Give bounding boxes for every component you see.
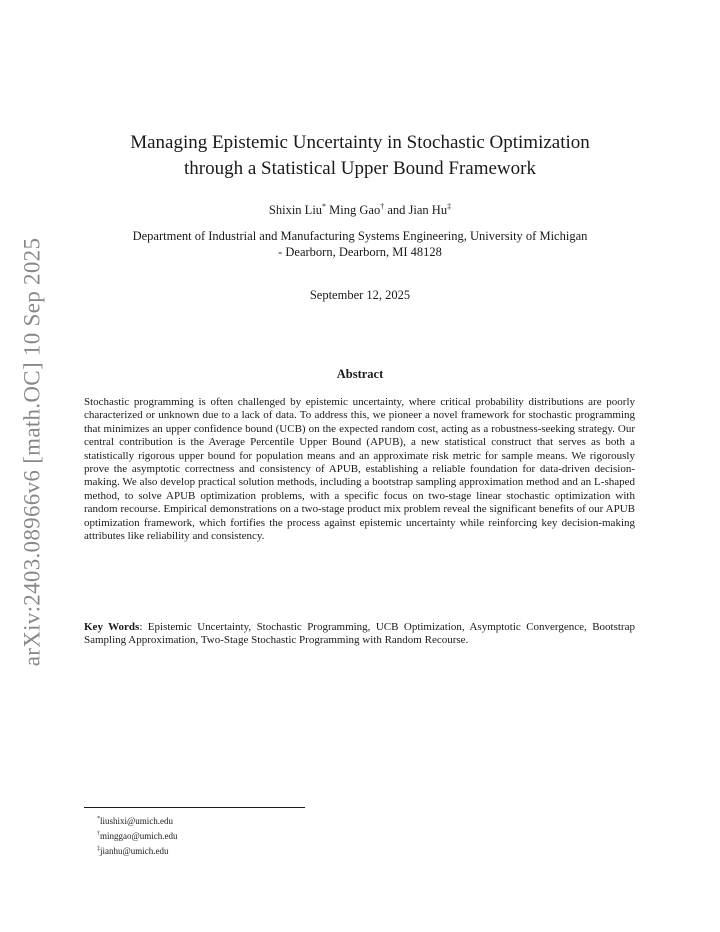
publication-date: September 12, 2025 bbox=[309, 288, 411, 302]
author-footnote-mark[interactable]: * bbox=[322, 202, 327, 211]
footnote-email[interactable]: liushixi@umich.edu bbox=[100, 816, 174, 826]
footnote-mark: ‡ bbox=[97, 846, 100, 852]
author-name: Shixin Liu bbox=[268, 203, 323, 218]
footnote-email[interactable]: jianhu@umich.edu bbox=[100, 846, 169, 856]
footnote-email[interactable]: minggao@umich.edu bbox=[100, 831, 178, 841]
keywords-paragraph bbox=[84, 621, 635, 648]
author-name: Ming Gao bbox=[329, 203, 381, 218]
affiliation bbox=[84, 228, 636, 260]
affiliation-line-1: Department of Industrial and Manufacturing Systems Engineering, University of Michigan bbox=[132, 229, 588, 243]
author-name: Jian Hu bbox=[408, 203, 448, 218]
footnote-item bbox=[97, 828, 178, 843]
footnote-item bbox=[97, 813, 178, 828]
author-separator: and bbox=[384, 203, 409, 218]
title-line-1: Managing Epistemic Uncertainty in Stochastic Optimization bbox=[130, 132, 590, 153]
arxiv-stamp bbox=[12, 237, 52, 667]
paper-title bbox=[84, 130, 636, 182]
abstract-heading: Abstract bbox=[336, 367, 384, 381]
arxiv-stamp-text: arXiv:2403.08966v6 [math.OC] 10 Sep 2025 bbox=[19, 237, 45, 667]
footnote-mark: † bbox=[97, 831, 100, 837]
footnote-divider bbox=[84, 807, 305, 808]
author-footnote-mark[interactable]: † bbox=[380, 202, 385, 211]
keywords-text: : Epistemic Uncertainty, Stochastic Programming, UCB Optimization, Asymptotic Convergence, Bootstrap Sampling Approximation, Two-Stage Stochastic Programming with Random Recourse. bbox=[84, 621, 635, 647]
title-line-2: through a Statistical Upper Bound Framework bbox=[184, 158, 536, 179]
author-list bbox=[84, 199, 636, 218]
footnote-mark: * bbox=[97, 816, 100, 822]
footnotes bbox=[97, 813, 178, 858]
keywords-label: Key Words bbox=[84, 621, 140, 633]
abstract-body: Stochastic programming is often challenged by epistemic uncertainty, where critical probability distributions are poorly characterized or unknown due to a lack of data. To address this, we pioneer a novel framework for stochastic programming that minimizes an upper confidence bound (UCB) on the expected random cost, acting as a robustness-seeking strategy. Our central contribution is the Average Percentile Upper Bound (APUB), a new statistical construct that serves as both a statistically rigorous upper bound for population means and an approximate risk metric for sample means. We rigorously prove the asymptotic correctness and consistency of APUB, establishing a reliable foundation for data-driven decision-making. We also develop practical solution methods, including a bootstrap sampling approximation method and an L-shaped method, to solve APUB optimization problems, with a specific focus on two-stage linear stochastic optimization with random recourse. Empirical demonstrations on a two-stage product mix problem reveal the significant benefits of our APUB optimization framework, which fortifies the process against epistemic uncertainty while reinforcing key decision-making attributes like reliability and consistency. bbox=[84, 396, 635, 543]
affiliation-line-2: - Dearborn, Dearborn, MI 48128 bbox=[278, 245, 442, 259]
footnote-item bbox=[97, 843, 178, 858]
author-footnote-mark[interactable]: ‡ bbox=[447, 202, 452, 211]
